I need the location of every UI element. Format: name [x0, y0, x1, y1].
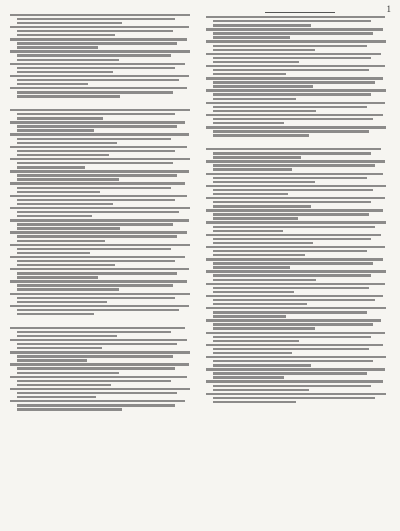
text-line — [10, 280, 187, 282]
text-line — [213, 352, 292, 354]
text-line — [213, 24, 311, 26]
text-line — [213, 98, 296, 100]
text-line — [206, 197, 385, 199]
entry — [10, 207, 198, 218]
text-line — [213, 156, 301, 158]
text-line — [213, 217, 298, 219]
text-line — [10, 121, 185, 123]
entry — [10, 268, 198, 279]
entry — [206, 148, 394, 159]
entry — [206, 283, 394, 294]
text-line — [213, 372, 367, 374]
text-line — [17, 347, 102, 349]
text-line — [213, 81, 375, 83]
section-gap — [206, 138, 394, 146]
text-line — [206, 380, 383, 382]
text-line — [10, 146, 187, 148]
text-line — [206, 148, 381, 150]
entry — [10, 363, 198, 374]
text-line — [17, 166, 85, 168]
text-line — [10, 26, 189, 28]
entry — [206, 209, 394, 220]
text-line — [17, 150, 175, 152]
text-line — [17, 223, 173, 225]
text-line — [213, 20, 371, 22]
text-line — [17, 380, 171, 382]
text-line — [206, 234, 381, 236]
text-line — [10, 351, 190, 353]
section-gap — [10, 99, 198, 107]
text-line — [10, 376, 187, 378]
text-line — [17, 187, 171, 189]
text-line — [213, 168, 292, 170]
entry — [10, 87, 198, 98]
text-line — [17, 203, 113, 205]
text-line — [17, 162, 173, 164]
text-line — [10, 75, 189, 77]
entry — [10, 133, 198, 144]
entry — [10, 388, 198, 399]
text-line — [17, 211, 179, 213]
text-line — [10, 268, 189, 270]
text-line — [213, 389, 309, 391]
entry — [206, 380, 394, 391]
text-line — [213, 193, 288, 195]
text-line — [213, 397, 375, 399]
entry — [10, 244, 198, 255]
text-line — [206, 246, 385, 248]
text-line — [213, 45, 367, 47]
text-line — [17, 71, 113, 73]
entry — [206, 307, 394, 318]
text-line — [213, 205, 311, 207]
text-line — [17, 276, 98, 278]
text-line — [213, 152, 371, 154]
text-line — [213, 242, 313, 244]
entry — [10, 256, 198, 267]
text-line — [10, 219, 189, 221]
text-line — [213, 348, 369, 350]
text-line — [206, 295, 383, 297]
text-line — [10, 14, 190, 16]
entry — [10, 170, 198, 181]
entry — [206, 185, 394, 196]
entry — [206, 356, 394, 367]
text-line — [213, 61, 299, 63]
text-line — [206, 283, 385, 285]
text-line — [213, 376, 284, 378]
text-line — [17, 384, 111, 386]
right-column — [206, 12, 394, 519]
text-line — [213, 85, 313, 87]
text-line — [213, 110, 316, 112]
text-line — [213, 401, 296, 403]
text-line — [10, 133, 189, 135]
text-line — [17, 335, 117, 337]
entry — [10, 75, 198, 86]
column-rule — [265, 12, 335, 13]
text-line — [10, 256, 185, 258]
entry — [206, 53, 394, 64]
text-line — [10, 305, 189, 307]
entry — [10, 327, 198, 338]
section-gap — [10, 317, 198, 325]
text-line — [17, 191, 100, 193]
entry — [10, 376, 198, 387]
text-line — [206, 53, 381, 55]
text-line — [213, 230, 283, 232]
entry — [10, 339, 198, 350]
text-line — [206, 28, 383, 30]
text-line — [213, 69, 369, 71]
text-line — [17, 235, 177, 237]
text-line — [213, 291, 294, 293]
text-line — [17, 95, 120, 97]
entry — [206, 344, 394, 355]
text-line — [206, 319, 381, 321]
entry — [206, 270, 394, 281]
entry — [206, 126, 394, 137]
entry — [206, 77, 394, 88]
text-line — [213, 311, 367, 313]
text-line — [17, 396, 96, 398]
text-line — [213, 181, 315, 183]
text-line — [17, 154, 109, 156]
text-line — [17, 142, 117, 144]
text-line — [17, 309, 179, 311]
text-line — [10, 339, 187, 341]
text-line — [213, 134, 309, 136]
text-line — [17, 355, 173, 357]
text-line — [206, 356, 386, 358]
entry — [10, 351, 198, 362]
text-line — [213, 130, 369, 132]
text-line — [213, 385, 371, 387]
text-line — [206, 160, 385, 162]
text-line — [206, 258, 383, 260]
text-line — [10, 195, 187, 197]
text-line — [10, 109, 190, 111]
text-line — [213, 122, 284, 124]
text-line — [213, 266, 290, 268]
entry — [206, 197, 394, 208]
text-line — [206, 77, 383, 79]
text-line — [10, 231, 187, 233]
text-line — [17, 343, 177, 345]
entry — [206, 393, 394, 404]
text-line — [206, 368, 385, 370]
text-line — [206, 185, 386, 187]
text-line — [17, 392, 177, 394]
text-line — [17, 215, 92, 217]
entry — [206, 65, 394, 76]
text-line — [10, 50, 190, 52]
text-line — [10, 158, 190, 160]
text-line — [206, 270, 386, 272]
text-line — [10, 170, 189, 172]
text-line — [206, 114, 383, 116]
text-line — [17, 174, 177, 176]
text-line — [17, 297, 175, 299]
text-line — [213, 213, 369, 215]
entry — [206, 173, 394, 184]
text-line — [17, 248, 171, 250]
text-line — [213, 49, 315, 51]
text-line — [17, 34, 115, 36]
text-line — [213, 315, 286, 317]
text-line — [213, 336, 371, 338]
entry — [10, 231, 198, 242]
text-line — [17, 359, 87, 361]
text-line — [213, 238, 371, 240]
text-line — [17, 30, 173, 32]
text-line — [17, 113, 175, 115]
text-line — [213, 106, 367, 108]
text-line — [10, 38, 187, 40]
entry — [206, 16, 394, 27]
text-line — [17, 199, 175, 201]
entry — [10, 14, 198, 25]
entry — [206, 28, 394, 39]
text-line — [213, 279, 316, 281]
entry — [10, 219, 198, 230]
text-line — [206, 332, 385, 334]
entry — [206, 332, 394, 343]
text-line — [17, 117, 103, 119]
text-line — [206, 126, 386, 128]
text-line — [17, 284, 173, 286]
text-line — [10, 63, 185, 65]
text-line — [17, 125, 177, 127]
entry — [206, 258, 394, 269]
text-line — [17, 260, 175, 262]
entry — [206, 89, 394, 100]
entry — [206, 234, 394, 245]
text-line — [17, 367, 175, 369]
text-line — [213, 340, 299, 342]
entry — [10, 158, 198, 169]
text-line — [17, 138, 171, 140]
text-line — [213, 299, 375, 301]
text-line — [17, 331, 171, 333]
text-line — [10, 207, 190, 209]
entry — [10, 400, 198, 411]
text-line — [17, 227, 120, 229]
text-line — [17, 178, 119, 180]
text-line — [10, 87, 187, 89]
text-line — [10, 293, 190, 295]
text-line — [17, 83, 88, 85]
entry — [206, 221, 394, 232]
entry — [10, 305, 198, 316]
text-line — [17, 264, 115, 266]
entry — [10, 182, 198, 193]
text-line — [17, 404, 175, 406]
text-line — [206, 393, 386, 395]
text-line — [17, 129, 94, 131]
text-line — [17, 79, 179, 81]
text-line — [17, 46, 98, 48]
text-line — [10, 244, 190, 246]
entry — [10, 38, 198, 49]
text-line — [206, 65, 385, 67]
entry — [10, 280, 198, 291]
entry — [206, 319, 394, 330]
text-line — [213, 226, 375, 228]
text-line — [17, 240, 105, 242]
text-line — [213, 73, 286, 75]
entry — [206, 40, 394, 51]
text-line — [17, 252, 90, 254]
entry — [10, 26, 198, 37]
text-line — [213, 327, 315, 329]
entry — [206, 114, 394, 125]
text-line — [213, 32, 373, 34]
entry — [206, 246, 394, 257]
entry — [206, 102, 394, 113]
two-column-body — [10, 12, 394, 519]
text-line — [213, 287, 369, 289]
text-line — [213, 274, 371, 276]
text-line — [17, 42, 177, 44]
text-line — [17, 91, 173, 93]
text-line — [17, 22, 122, 24]
text-line — [213, 164, 375, 166]
text-line — [10, 388, 190, 390]
entry — [206, 160, 394, 171]
text-line — [213, 36, 290, 38]
left-column — [10, 12, 198, 519]
text-line — [206, 102, 385, 104]
text-line — [17, 54, 171, 56]
entry — [206, 368, 394, 379]
text-line — [206, 173, 383, 175]
text-line — [213, 189, 373, 191]
text-line — [213, 250, 367, 252]
entry — [10, 293, 198, 304]
text-line — [213, 364, 311, 366]
text-line — [10, 327, 185, 329]
text-line — [206, 40, 386, 42]
text-line — [17, 313, 94, 315]
text-line — [17, 301, 107, 303]
text-line — [213, 57, 371, 59]
entry — [10, 50, 198, 61]
text-line — [206, 307, 386, 309]
text-line — [17, 408, 122, 410]
text-line — [213, 303, 307, 305]
text-line — [17, 18, 175, 20]
text-line — [213, 93, 371, 95]
entry — [10, 195, 198, 206]
text-line — [213, 360, 373, 362]
entry — [10, 109, 198, 120]
text-line — [213, 262, 373, 264]
text-line — [17, 372, 119, 374]
entry — [10, 121, 198, 132]
text-line — [206, 89, 386, 91]
entry — [10, 146, 198, 157]
text-line — [213, 323, 373, 325]
entry — [206, 295, 394, 306]
text-line — [17, 288, 119, 290]
text-line — [206, 16, 385, 18]
text-line — [206, 209, 383, 211]
text-line — [213, 118, 373, 120]
entry — [10, 63, 198, 74]
text-line — [10, 363, 189, 365]
text-line — [213, 254, 305, 256]
text-line — [10, 182, 185, 184]
text-line — [206, 344, 383, 346]
text-line — [17, 67, 175, 69]
text-line — [10, 400, 185, 402]
text-line — [213, 177, 367, 179]
page-number: 1 — [386, 4, 391, 14]
text-line — [17, 272, 177, 274]
text-line — [206, 221, 386, 223]
text-line — [213, 201, 371, 203]
text-line — [17, 59, 119, 61]
